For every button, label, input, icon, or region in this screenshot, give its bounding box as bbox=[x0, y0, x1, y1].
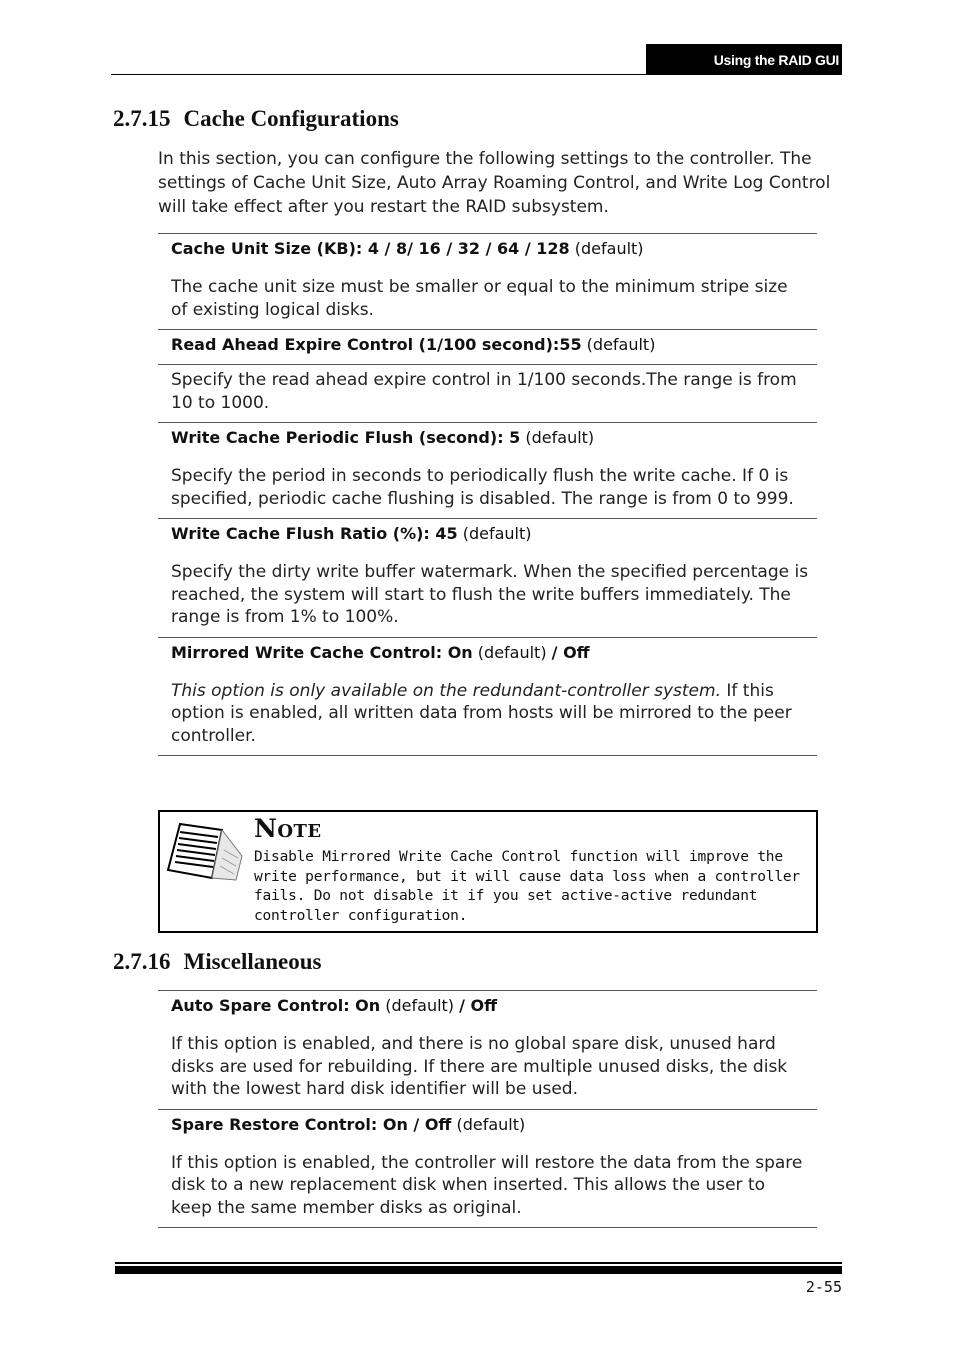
setting-default: (default) bbox=[380, 996, 460, 1015]
setting-name: Write Cache Flush Ratio (%): 45 bbox=[171, 524, 458, 543]
setting-default: (default) bbox=[457, 524, 532, 543]
setting-row-cache-unit-size bbox=[158, 233, 817, 260]
setting-row-flush-ratio bbox=[158, 518, 817, 545]
setting-description bbox=[158, 664, 817, 756]
table-end-rule bbox=[158, 1227, 817, 1228]
setting-default: (default) bbox=[581, 335, 656, 354]
setting-description: If this option is enabled, and there is no global spare disk, unused hard disks are used for rebuilding. If there are multiple unused disks, the disk with the lowest hard disk identifier will be used. bbox=[171, 1034, 788, 1099]
misc-settings-table bbox=[158, 990, 817, 1228]
section-title: Miscellaneous bbox=[183, 949, 322, 974]
setting-name: Spare Restore Control: On / Off bbox=[171, 1114, 452, 1134]
setting-description: If this option is enabled, the controller will restore the data from the spare disk to a new replacement disk when inserted. This allows the user to keep the same member disks as original. bbox=[171, 1152, 803, 1218]
note-document-icon bbox=[166, 820, 244, 884]
setting-row-auto-spare bbox=[158, 990, 817, 1017]
setting-name-tail: / Off bbox=[459, 996, 498, 1015]
section-heading-cache bbox=[113, 106, 399, 132]
section-intro: In this section, you can configure the following settings to the controller. The settings of Cache Unit Size, Auto Array Roaming Control, and Write Log Control will take effect after you restart the RAID subsystem. bbox=[158, 149, 831, 217]
setting-row-spare-restore bbox=[158, 1109, 817, 1136]
section-heading-misc bbox=[113, 949, 322, 975]
note-text: Disable Mirrored Write Cache Control function will improve the write performance, but it will cause data loss when a controller fails. Do not disable it if you set active-active redundant controller configuration. bbox=[254, 849, 800, 924]
note-callout bbox=[158, 810, 818, 933]
section-number: 2.7.15 bbox=[113, 106, 171, 131]
setting-name: Read Ahead Expire Control (1/100 second):55 bbox=[171, 335, 582, 354]
setting-name-tail: / Off bbox=[551, 642, 590, 662]
setting-default: (default) bbox=[520, 428, 595, 447]
cache-settings-table bbox=[158, 233, 817, 756]
setting-description-text: If this option is enabled, all written data from hosts will be mirrored to the peer controller. bbox=[171, 680, 792, 746]
page-number: 2-55 bbox=[805, 1278, 842, 1296]
table-end-rule bbox=[158, 755, 817, 756]
setting-name: Auto Spare Control: On bbox=[171, 996, 381, 1015]
setting-default: (default) bbox=[472, 642, 552, 662]
setting-description: The cache unit size must be smaller or equal to the minimum stripe size of existing logical disks. bbox=[171, 277, 788, 320]
section-title: Cache Configurations bbox=[183, 106, 399, 131]
section-number: 2.7.16 bbox=[113, 949, 171, 974]
setting-description-italic: This option is only available on the redundant-controller system. bbox=[171, 680, 721, 701]
note-title: Note bbox=[254, 814, 322, 843]
setting-description: Specify the dirty write buffer watermark. When the specified percentage is reached, the system will start to flush the write buffers immediately. The range is from 1% to 100%. bbox=[171, 562, 809, 627]
header-section-label: Using the RAID GUI bbox=[646, 44, 842, 75]
setting-default: (default) bbox=[451, 1114, 526, 1134]
footer-rule-thin bbox=[115, 1262, 842, 1264]
setting-row-mirrored-write-cache bbox=[158, 637, 817, 664]
setting-description: Specify the period in seconds to periodically flush the write cache. If 0 is specified, periodic cache flushing is disabled. The range is from 0 to 999. bbox=[171, 466, 794, 509]
footer-rule-thick bbox=[115, 1266, 842, 1274]
setting-name: Write Cache Periodic Flush (second): 5 bbox=[171, 428, 521, 447]
setting-row-periodic-flush bbox=[158, 422, 817, 449]
setting-name: Cache Unit Size (KB): 4 / 8/ 16 / 32 / 64 / 128 bbox=[171, 239, 570, 258]
setting-row-read-ahead bbox=[158, 329, 817, 356]
setting-description: Specify the read ahead expire control in 1/100 seconds.The range is from 10 to 1000. bbox=[158, 364, 817, 422]
setting-default: (default) bbox=[569, 239, 644, 258]
setting-name: Mirrored Write Cache Control: On bbox=[171, 642, 473, 662]
